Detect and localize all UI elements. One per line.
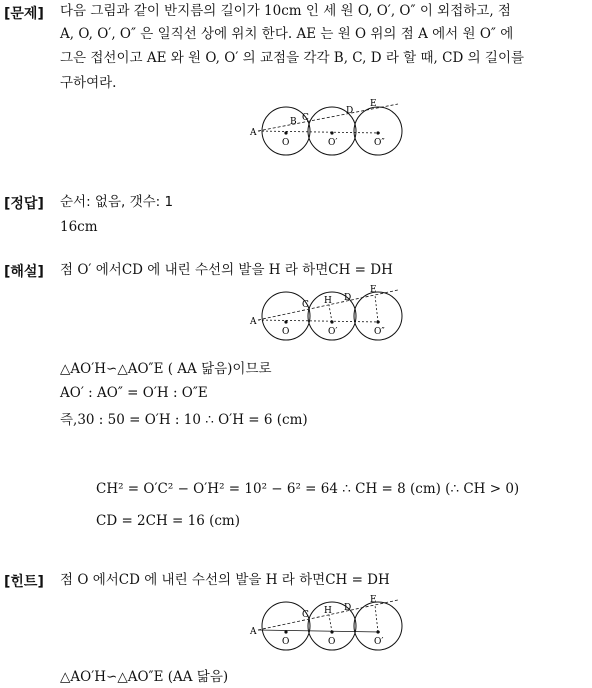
fig1-label-B: B (290, 117, 297, 127)
solution-line-4: 즉,30 : 50 = O′H : 10 ∴ O′H = 6 (cm) (60, 412, 308, 428)
solution-tag: [해설] (4, 264, 44, 280)
fig2-label-C: C (302, 300, 309, 310)
fig1-label-D: D (346, 106, 354, 116)
fig2-label-E: E (370, 285, 377, 295)
answer-value: 16cm (60, 219, 98, 235)
center-O-double-prime-dot (376, 131, 379, 134)
problem-tag: [문제] (4, 6, 44, 22)
solution-line-5: CH² = O′C² − O′H² = 10² − 6² = 64 ∴ CH = 8 (cm) (∴ CH > 0) (96, 481, 520, 497)
problem-line-3: 그은 접선이고 AE 와 원 O, O′ 의 교점을 각각 B, C, D 라 할 때, CD 의 길이를 (60, 50, 525, 66)
center-O-dot (284, 131, 287, 134)
answer-tag: [정답] (4, 196, 44, 212)
hint-line-2: △AO′H∽△AO″E (AA 닮음) (60, 669, 229, 685)
problem-line-2: A, O, O′, O″ 은 일직선 상에 위치 한다. AE 는 원 O 위의 점 A 에서 원 O″ 에 (60, 26, 514, 42)
solution-figure (248, 283, 408, 345)
answer-meta: 순서: 없음, 갯수: 1 (60, 194, 174, 210)
fig1-label-O-prime: O′ (328, 138, 338, 148)
fig1-label-O-double-prime: O″ (374, 138, 385, 148)
center-O-prime-dot (330, 131, 333, 134)
problem-line-1: 다음 그림과 같이 반지름의 길이가 10cm 인 세 원 O, O′, O″ 이 외접하고, 점 (60, 3, 511, 19)
fig3-label-D: D (344, 603, 352, 613)
fig3-label-O: O (282, 637, 290, 647)
hint-figure (248, 593, 408, 655)
fig2-label-O-prime: O′ (328, 327, 338, 337)
line-AO (258, 131, 380, 133)
fig2-label-D: D (344, 293, 352, 303)
fig3-label-H: H (324, 606, 332, 616)
solution-line-6: CD = 2CH = 16 (cm) (96, 513, 240, 529)
fig3-label-O-prime: O′ (374, 637, 384, 647)
fig1-label-O: O (282, 138, 290, 148)
fig3-label-C: C (302, 610, 309, 620)
problem-figure (248, 98, 408, 160)
fig3-label-E: E (370, 595, 377, 605)
solution-line-1: 점 O′ 에서CD 에 내린 수선의 발을 H 라 하면CH = DH (60, 262, 393, 278)
problem-line-4: 구하여라. (60, 75, 117, 91)
fig3-label-A: A (250, 627, 257, 637)
hint-line-1: 점 O 에서CD 에 내린 수선의 발을 H 라 하면CH = DH (60, 572, 390, 588)
solution-line-2: △AO′H∽△AO″E ( AA 닮음)이므로 (60, 361, 272, 377)
hint-tag: [힌트] (4, 574, 44, 590)
fig1-label-A: A (250, 128, 257, 138)
fig1-label-C: C (302, 113, 309, 123)
fig2-label-O-double-prime: O″ (374, 327, 385, 337)
fig1-label-E: E (370, 99, 377, 109)
solution-line-3: AO′ : AO″ = O′H : O″E (60, 385, 208, 401)
fig2-label-H: H (324, 296, 332, 306)
fig2-label-O: O (282, 327, 290, 337)
fig3-label-O-2: O (328, 637, 336, 647)
fig2-label-A: A (250, 317, 257, 327)
